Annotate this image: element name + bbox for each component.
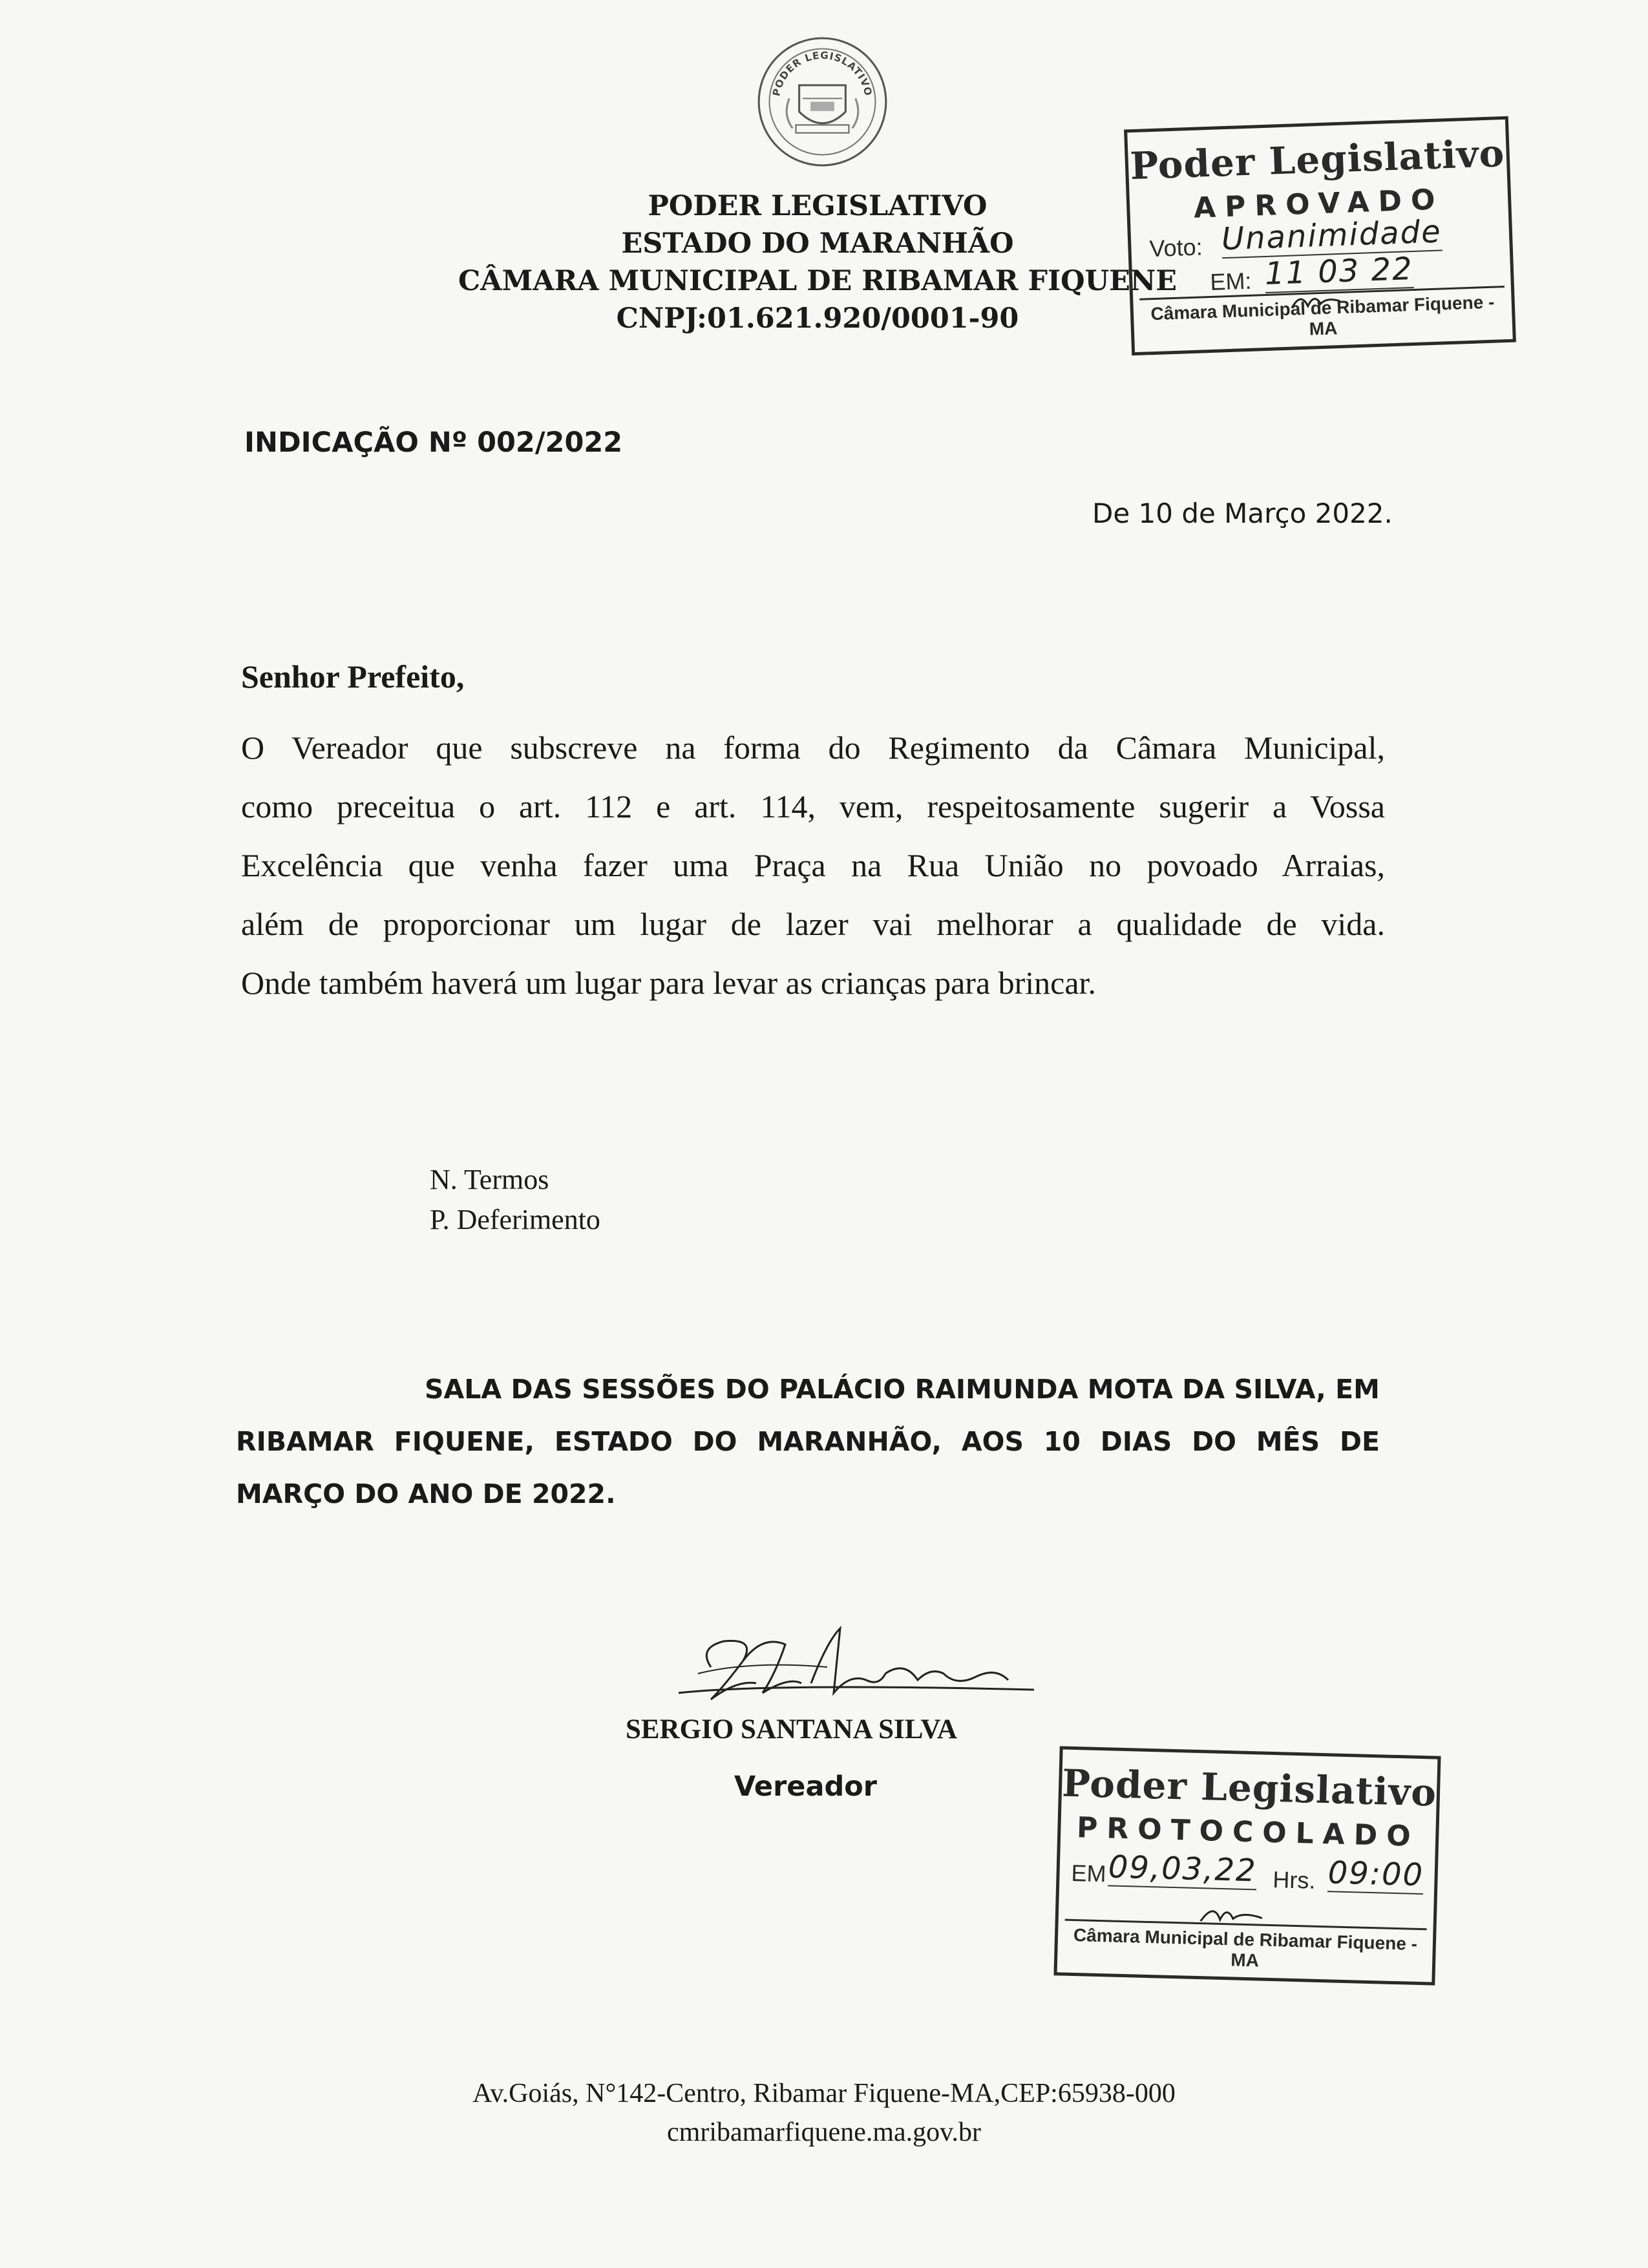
stamp-em-label: EM: [1209, 267, 1252, 295]
stamp-hrs-value: 09:00 [1327, 1854, 1424, 1894]
salutation: Senhor Prefeito, [241, 658, 465, 695]
deferimento-line: P. Deferimento [430, 1204, 600, 1235]
letterhead [452, 187, 1183, 337]
sessions-line: SALA DAS SESSÕES DO PALÁCIO RAIMUNDA MOTA DA SILVA, EM [425, 1374, 1380, 1405]
protocol-stamp [1053, 1746, 1441, 1985]
header-line-1: PODER LEGISLATIVO [648, 190, 988, 222]
sessions-line: RIBAMAR FIQUENE, ESTADO DO MARANHÃO, AOS 10 DIAS DO MÊS DE [236, 1426, 1380, 1457]
body-line: além de proporcionar um lugar de lazer vai melhorar a qualidade de vida. [241, 906, 1385, 942]
sessions-paragraph [236, 1363, 1380, 1520]
body-line: como preceitua o art. 112 e art. 114, vem, respeitosamente sugerir a Vossa [241, 788, 1385, 824]
body-line: O Vereador que subscreve na forma do Regimento da Câmara Municipal, [241, 730, 1385, 766]
stamp-footer: Câmara Municipal de Ribamar Fiquene - MA [1064, 1919, 1427, 1976]
closing-formula [430, 1160, 600, 1240]
stamp-title: Poder Legislativo [1129, 131, 1506, 189]
body-line: Onde também haverá um lugar para levar as crianças para brincar. [241, 965, 1096, 1001]
body-line: Excelência que venha fazer uma Praça na Rua União no povoado Arraias, [241, 847, 1385, 883]
document-date: De 10 de Março 2022. [1092, 498, 1393, 529]
sessions-line: MARÇO DO ANO DE 2022. [236, 1478, 616, 1509]
svg-text:PODER LEGISLATIVO [770, 50, 874, 98]
header-line-2: ESTADO DO MARANHÃO [621, 227, 1014, 260]
body-paragraph [241, 719, 1385, 1013]
header-line-3: CÂMARA MUNICIPAL DE RIBAMAR FIQUENE [458, 265, 1177, 297]
municipal-seal-icon [756, 36, 889, 168]
stamp-status: PROTOCOLADO [1076, 1811, 1421, 1853]
stamp-em-value: 09,03,22 [1108, 1849, 1258, 1889]
page-footer [0, 2074, 1648, 2152]
seal-text: PODER LEGISLATIVO [770, 49, 874, 98]
termos-line: N. Termos [430, 1164, 549, 1195]
signer-name: SERGIO SANTANA SILVA [626, 1714, 958, 1745]
stamp-voto-value: Unanimidade [1221, 213, 1442, 258]
stamp-footer: Câmara Municipal de Ribamar Fiquene - MA [1139, 286, 1506, 346]
indicacao-number: INDICAÇÃO Nº 002/2022 [244, 426, 623, 459]
stamp-em-label: EM [1071, 1859, 1107, 1887]
header-cnpj: CNPJ:01.621.920/0001-90 [616, 302, 1019, 335]
stamp-hrs-label: Hrs. [1272, 1866, 1316, 1894]
footer-address: Av.Goiás, N°142-Centro, Ribamar Fiquene-MA,CEP:65938-000 [472, 2079, 1176, 2108]
footer-website: cmribamarfiquene.ma.gov.br [667, 2117, 981, 2147]
stamp-em-value: 11 03 22 [1264, 251, 1414, 293]
stamp-status: APROVADO [1193, 183, 1445, 225]
signer-role: Vereador [734, 1770, 878, 1803]
stamp-voto-label: Voto: [1148, 233, 1203, 262]
approved-stamp [1124, 116, 1516, 356]
stamp-title: Poder Legislativo [1061, 1761, 1437, 1815]
